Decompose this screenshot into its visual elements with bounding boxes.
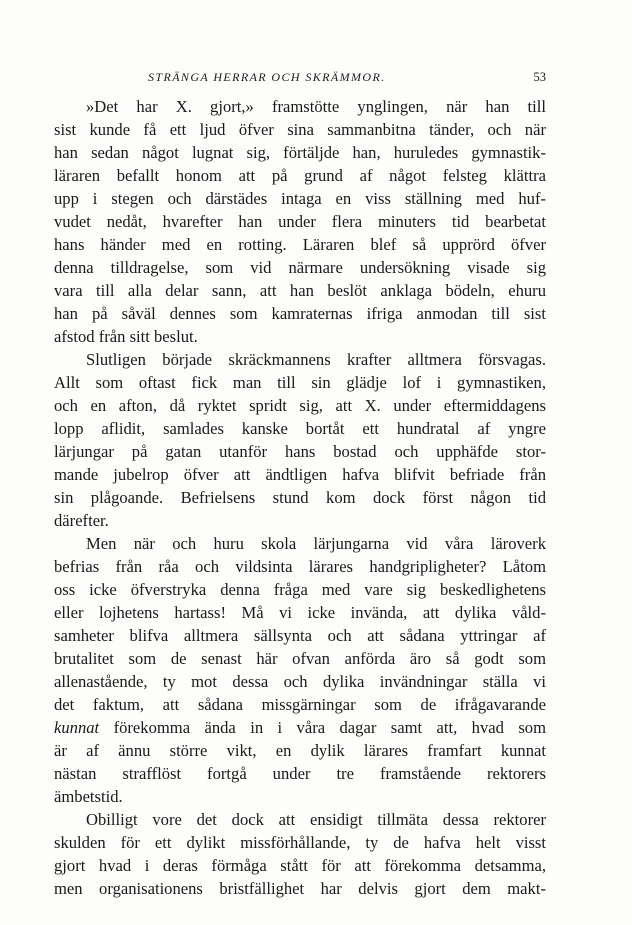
text-line: samheter blifva alltmera sällsynta och att sådana yttringar af [54,626,546,645]
text-line: hans händer med en rotting. Läraren blef så upprörd öfver [54,235,546,254]
text-line: ämbetstid. [54,787,123,806]
text-line: vara till alla delar sann, att han beslöt anklaga bödeln, ehuru [54,281,546,300]
text-line: lärjungar på gatan utanför hans bostad och upphäfde stor- [54,442,546,461]
text-line: sin plågoande. Befrielsens stund kom dock först någon tid [54,488,546,507]
text-line: denna tilldragelse, som vid närmare undersökning visade sig [54,258,546,277]
text-line: det faktum, att sådana missgärningar som de ifrågavarande [54,695,546,714]
text-line: men organisationens bristfällighet har delvis gjort dem makt- [54,879,546,898]
text-line: därefter. [54,511,109,530]
body-text [54,95,546,900]
text-line: eller lojhetens hartass! Må vi icke invända, att dylika våld- [54,603,546,622]
text-line: Obilligt vore det dock att ensidigt tillmäta dessa rektorer [86,810,546,829]
text-line: »Det har X. gjort,» framstötte ynglingen, när han till [86,97,546,116]
text-line [54,716,546,739]
text-line: han på såväl dennes som kamraternas ifriga anmodan till sist [54,304,546,323]
running-head [54,70,546,90]
text-line: Allt som oftast fick man till sin glädje lof i gymnastiken, [54,373,546,392]
text-line: läraren befallt honom att på grund af något felsteg klättra [54,166,546,185]
text-line: brutalitet som de senast här ofvan anförda äro så godt som [54,649,546,668]
text-line: gjort hvad i deras förmåga stått för att förekomma detsamma, [54,856,546,875]
text-line: och en afton, då ryktet spridt sig, att X. under eftermiddagens [54,396,546,415]
text-line: afstod från sitt beslut. [54,327,198,346]
italic-word: kunnat [54,718,100,737]
text-line: mande jubelrop öfver att ändtligen hafva blifvit befriade från [54,465,546,484]
text-line: Slutligen började skräckmannens krafter alltmera försvagas. [86,350,546,369]
text-line: allenastående, ty mot dessa och dylika invändningar ställa vi [54,672,546,691]
page-number: 53 [533,70,546,84]
text-line-rest: förekomma ända in i våra dagar samt att, hvad som [99,718,546,737]
text-line: oss icke öfverstryka denna fråga med vare sig beskedlighetens [54,580,546,599]
text-line: sist kunde få ett ljud öfver sina sammanbitna tänder, och när [54,120,546,139]
text-line: befrias från råa och vildsinta lärares handgripligheter? Låtom [54,557,546,576]
text-line: upp i stegen och därstädes intaga en viss ställning med huf- [54,189,546,208]
running-title: STRÄNGA HERRAR OCH SKRÄMMOR. [148,70,386,84]
text-line: han sedan något lugnat sig, förtäljde han, huruledes gymnastik- [54,143,546,162]
text-line: vudet nedåt, hvarefter han under flera minuters tid bearbetat [54,212,546,231]
text-line: nästan strafflöst fortgå under tre framstående rektorers [54,764,546,783]
text-line: lopp aflidit, samlades kanske bortåt ett hundratal af yngre [54,419,546,438]
text-line: är af ännu större vikt, en dylik lärares framfart kunnat [54,741,546,760]
text-line: skulden för ett dylikt missförhållande, ty de hafva helt visst [54,833,546,852]
text-line: Men när och huru skola lärjungarna vid våra läroverk [86,534,546,553]
